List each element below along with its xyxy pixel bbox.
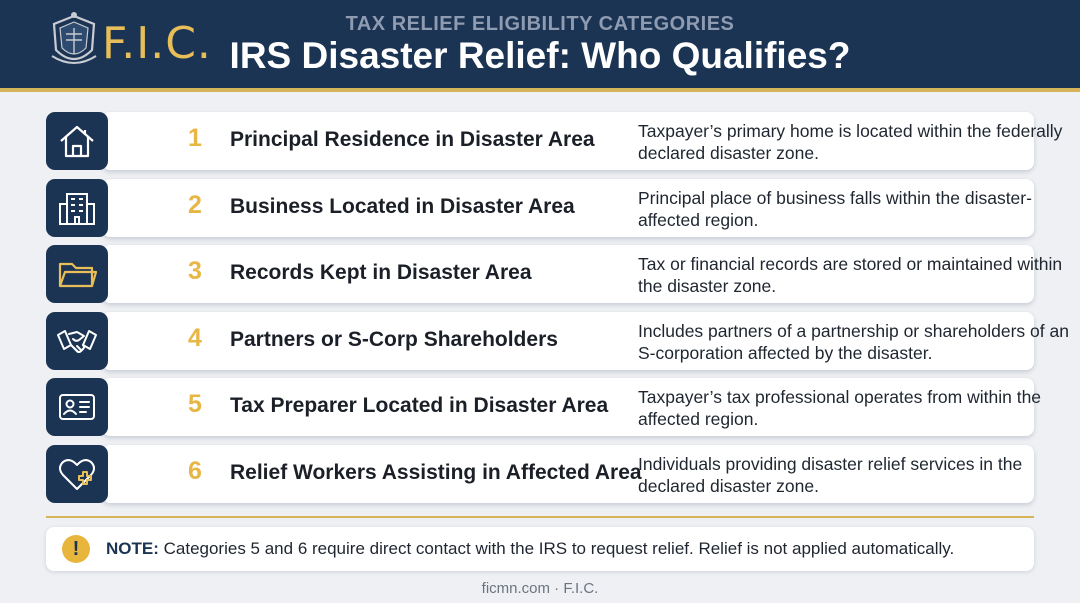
- category-title: Tax Preparer Located in Disaster Area: [230, 394, 609, 417]
- id-card-icon: [55, 387, 99, 427]
- category-icon-box: [46, 245, 108, 303]
- category-card: [102, 179, 1034, 237]
- category-title: Relief Workers Assisting in Affected Area: [230, 460, 642, 484]
- note-body: Categories 5 and 6 require direct contact with the IRS to request relief. Relief is not applied automatically.: [158, 539, 955, 558]
- category-row: [46, 312, 1069, 370]
- category-number: 5: [188, 390, 202, 418]
- category-icon-box: [46, 378, 108, 436]
- category-title: Records Kept in Disaster Area: [230, 261, 532, 284]
- category-icon-box: [46, 179, 108, 237]
- office-building-icon: [55, 188, 99, 228]
- category-icon-box: [46, 112, 108, 170]
- category-row: [46, 245, 1063, 303]
- category-description: Taxpayer’s tax professional operates from within the affected region.: [638, 387, 1042, 429]
- category-number: 2: [188, 190, 202, 219]
- logo-text: F.I.C.: [102, 18, 212, 69]
- heart-plus-icon: [55, 454, 99, 494]
- category-card: [102, 445, 1034, 503]
- category-row: [46, 445, 1034, 503]
- house-icon: [55, 121, 99, 161]
- footer-text: ficmn.com · F.I.C.: [481, 580, 599, 597]
- category-row: [46, 378, 1042, 436]
- category-list: [46, 112, 1069, 511]
- category-number: 4: [188, 323, 202, 352]
- header-banner: [0, 0, 1080, 92]
- category-row: [46, 112, 1063, 170]
- category-card: [102, 112, 1063, 170]
- category-icon-box: [46, 445, 108, 503]
- category-description: Taxpayer’s primary home is located within the federally declared disaster zone.: [638, 121, 1063, 163]
- warning-icon: !: [62, 535, 90, 563]
- note-box: [46, 527, 1034, 571]
- page-title: IRS Disaster Relief: Who Qualifies?: [229, 35, 851, 76]
- category-card: [102, 245, 1063, 303]
- category-card: [102, 378, 1042, 436]
- category-title: Principal Residence in Disaster Area: [230, 128, 595, 151]
- category-card: [102, 312, 1069, 370]
- handshake-icon: [55, 321, 99, 361]
- category-number: 6: [188, 456, 202, 485]
- category-description: Includes partners of a partnership or shareholders of an S-corporation affected by the disaster.: [638, 320, 1069, 363]
- category-description: Tax or financial records are stored or maintained within the disaster zone.: [638, 254, 1063, 296]
- category-row: [46, 179, 1034, 237]
- note-label: NOTE:: [106, 539, 159, 558]
- category-icon-box: [46, 312, 108, 370]
- note-divider: [46, 516, 1034, 518]
- category-description: Principal place of business falls within the disaster-affected region.: [638, 187, 1032, 230]
- folder-icon: [55, 254, 99, 294]
- category-title: Business Located in Disaster Area: [230, 194, 575, 218]
- category-title: Partners or S-Corp Shareholders: [230, 327, 558, 351]
- page-kicker: TAX RELIEF ELIGIBILITY CATEGORIES: [345, 13, 735, 35]
- category-number: 3: [188, 257, 202, 285]
- category-number: 1: [188, 124, 202, 152]
- note-text: [106, 539, 954, 559]
- category-description: Individuals providing disaster relief services in the declared disaster zone.: [638, 453, 1023, 496]
